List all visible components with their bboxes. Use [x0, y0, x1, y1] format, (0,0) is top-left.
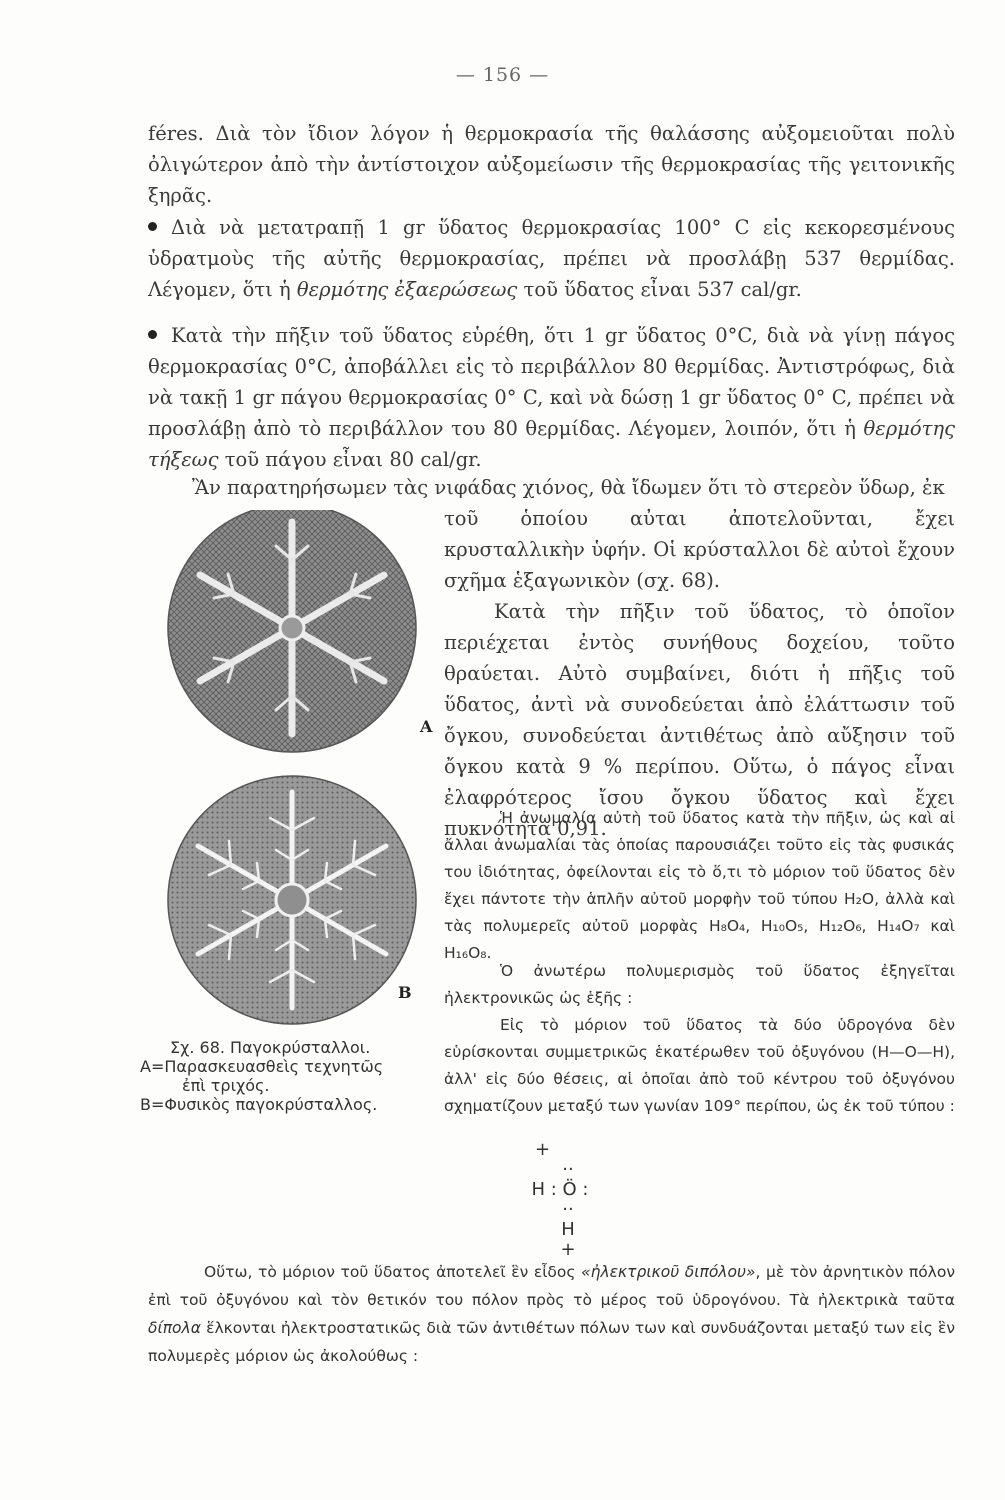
snowflake-a — [168, 510, 416, 752]
caption-title: Σχ. 68. Παγοκρύσταλλοι. — [170, 1038, 371, 1057]
term-dipoles: δίπολα — [148, 1319, 201, 1337]
snowflake-figure — [150, 510, 440, 1030]
term-heat-of-vaporization: θερμότης ἐξαερώσεως — [296, 278, 518, 301]
label-a: A — [420, 717, 433, 736]
paragraph-6 — [444, 805, 955, 967]
lewis-middle: H : Ö : — [531, 1179, 589, 1200]
snowflake-b — [168, 776, 416, 1024]
page-number: — 156 — — [455, 64, 550, 86]
paragraph-8: Εἰς τὸ μόριον τοῦ ὕδατος τὰ δύο ὑδρογόνα δὲν εὑρίσκονται συμμετρικῶς ἑκατέρωθεν τοῦ ὀξυγόνου (H—O—H), ἀλλ' εἰς δύο θέσεις, αἱ ὁποῖαι ἀπὸ τοῦ κέντρου τοῦ ὀξυγόνου σχηματίζουν μεταξύ των γωνίαν 109° περίπου, ὡς ἐκ τοῦ τύπου : — [444, 1016, 955, 1115]
term-electric-dipole: «ἠλεκτρικοῦ διπόλου» — [581, 1263, 756, 1281]
paragraph-9 — [148, 1258, 955, 1370]
formula-water: H₂O — [843, 890, 875, 908]
paragraph-1 — [148, 118, 955, 211]
lewis-dots-top: ·· — [562, 1159, 574, 1180]
paragraph-2-tail: τοῦ ὕδατος εἶναι 537 cal/gr. — [517, 278, 802, 301]
bullet-icon — [148, 222, 157, 231]
paragraph-3 — [148, 320, 955, 475]
formula-mid: , ἀλλὰ καὶ τὰς πολυμερεῖς αὐτοῦ μορφὰς — [444, 890, 955, 935]
bullet-icon — [148, 330, 157, 339]
caption-b: Β=Φυσικὸς παγοκρύσταλλος. — [140, 1095, 378, 1114]
term-heat-of-fusion: θερμότης τήξεως — [148, 417, 955, 471]
paragraph-3-text: Κατὰ τὴν πῆξιν τοῦ ὕδατος εὑρέθη, ὅτι 1 gr ὕδατος 0°C, διὰ νὰ γίνῃ πάγος θερμοκρασίας 0°C, ἀποβάλλει εἰς τὸ περιβάλλον 80 θερμίδας. Ἀντιστρόφως, διὰ νὰ τακῇ 1 gr πάγου θερμοκρασίας 0° C, καὶ νὰ δώσῃ 1 gr ὕδατος 0° C, πρέπει νὰ προσλάβῃ ἀπὸ τὸ περιβάλλον του 80 θερμίδας. Λέγομεν, λοιπόν, ὅτι ἡ — [148, 324, 955, 440]
paragraph-5: Κατὰ τὴν πῆξιν τοῦ ὕδατος, τὸ ὁποῖον περιέχεται ἐντὸς συνήθους δοχείου, τοῦτο θραύεται. Αὐτὸ συμβαίνει, διότι ἡ πῆξις τοῦ ὕδατος, ἀντὶ νὰ συνοδεύεται ἀπὸ ἐλάττωσιν τοῦ ὄγκου, συνοδεύεται ἀντιθέτως ἀπὸ αὔξησιν τοῦ ὄγκου κατὰ 9 % περίπου. Οὕτω, ὁ πάγος εἶναι ἐλαφρότερος ἴσου ὄγκου ὕδατος καὶ ἔχει πυκνότητα 0,91. — [444, 600, 955, 840]
caption-a-line-2: ἐπὶ τριχός. — [182, 1076, 270, 1095]
formula-list: H₈O₄, H₁₀O₅, H₁₂O₆, H₁₄O₇ καὶ H₁₆O₈. — [444, 917, 955, 962]
label-b: B — [398, 983, 412, 1002]
lewis-plus-top: + — [535, 1139, 551, 1160]
paragraph-2-text: Διὰ νὰ μετατραπῇ 1 gr ὕδατος θερμοκρασίας 100° C εἰς κεκορεσμένους ὑδρατμοὺς τῆς αὐτῆς θερμοκρασίας, πρέπει νὰ προσλάβῃ 537 θερμίδας. Λέγομεν, ὅτι ἡ — [148, 216, 955, 301]
paragraph-1-text: féres. Διὰ τὸν ἴδιον λόγον ἡ θερμοκρασία τῆς θαλάσσης αὐξομειοῦται πολὺ ὀλιγώτερον ἀπὸ τὴν ἀντίστοιχον αὐξομείωσιν τῆς θερμοκρασίας τῆς γειτονικῆς ξηρᾶς. — [148, 122, 955, 207]
paragraph-6-text: Ἡ ἀνωμαλία αὐτὴ τοῦ ὕδατος κατὰ τὴν πῆξιν, ὡς καὶ αἱ ἄλλαι ἀνωμαλίαι τὰς ὁποίας παρουσιάζει τοῦτο εἰς τὰς φυσικάς του ἰδιότητας, ὀφείλονται εἰς τὸ ὅ,τι τὸ μόριον τοῦ ὕδατος δὲν ἔχει πάντοτε τὴν ἁπλῆν αὐτοῦ μορφὴν τοῦ τύπου — [444, 809, 955, 908]
figure-68 — [150, 510, 440, 1030]
figure-caption — [140, 1038, 440, 1114]
lewis-structure — [525, 1140, 595, 1260]
paragraph-4-first-line: Ἂν παρατηρήσωμεν τὰς νιφάδας χιόνος, θὰ ἴδωμεν ὅτι τὸ στερεὸν ὕδωρ, ἐκ — [192, 476, 945, 499]
paragraph-9-tail: ἕλκονται ἠλεκτροστατικῶς διὰ τῶν ἀντιθέτων πόλων των καὶ συνδυάζονται μεταξύ των εἰς ἓν πολυμερὲς μόριον ὡς ἀκολούθως : — [148, 1319, 955, 1365]
paragraph-9-mid: , μὲ τὸν ἀρνητικὸν πόλον ἐπὶ τοῦ ὀξυγόνου καὶ τὸν θετικόν του πόλον πρὸς τὸ μέρος τοῦ ὑδρογόνου. Τὰ ἠλεκτρικὰ ταῦτα — [148, 1263, 955, 1309]
paragraph-7: Ὁ ἀνωτέρω πολυμερισμὸς τοῦ ὕδατος ἐξηγεῖται ἠλεκτρονικῶς ὡς ἑξῆς : — [444, 962, 955, 1007]
lewis-dots-bottom: ·· — [562, 1199, 574, 1220]
lewis-h: H — [561, 1219, 575, 1240]
paragraph-4-rest: τοῦ ὁποίου αὐται ἀποτελοῦνται, ἔχει κρυσταλλικὴν ὑφήν. Οἱ κρύσταλλοι δὲ αὐτοὶ ἔχουν σχῆμα ἑξαγωνικὸν (σχ. 68). — [444, 507, 955, 592]
paragraph-2 — [148, 212, 955, 305]
paragraph-3-tail: τοῦ πάγου εἶναι 80 cal/gr. — [218, 448, 482, 471]
paragraph-9-text: Οὕτω, τὸ μόριον τοῦ ὕδατος ἀποτελεῖ ἓν εἶδος — [204, 1263, 582, 1281]
lewis-plus-bottom: + — [560, 1239, 576, 1260]
caption-a-line-1: Α=Παρασκευασθεὶς τεχνητῶς — [140, 1057, 384, 1076]
